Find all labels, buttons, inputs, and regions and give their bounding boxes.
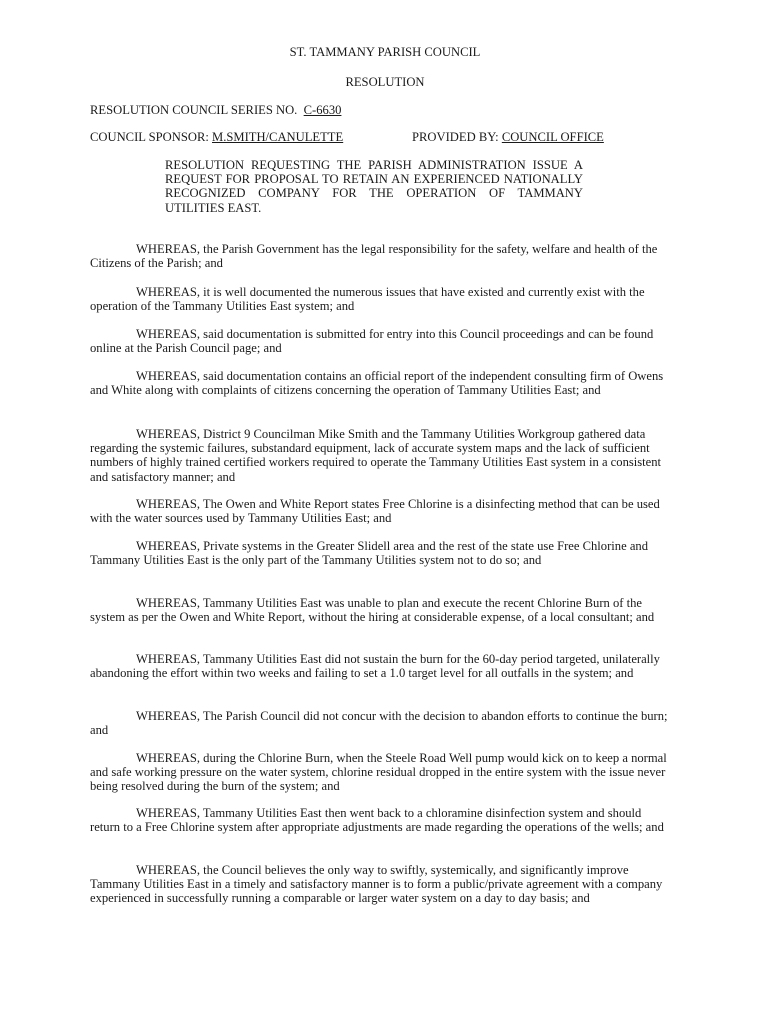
sponsor-line	[90, 130, 343, 144]
whereas-clause: WHEREAS, said documentation contains an official report of the independent consulting firm of Owens and White along with complaints of citizens concerning the operation of Tammany Utilities East; and	[90, 369, 664, 398]
provided-by-line	[412, 130, 604, 144]
whereas-clause: WHEREAS, Tammany Utilities East then went back to a chloramine disinfection system and should return to a Free Chlorine system after appropriate adjustments are made regarding the operations of the wells; and	[90, 806, 664, 835]
sponsor-label: COUNCIL SPONSOR:	[90, 130, 209, 144]
provided-by-name: COUNCIL OFFICE	[501, 130, 604, 144]
sponsor-name: M.SMITH/CANULETTE	[212, 130, 344, 144]
whereas-clause: WHEREAS, Private systems in the Greater Slidell area and the rest of the state use Free Chlorine and Tammany Utilities East is the only part of the Tammany Utilities system not to do so; and	[90, 539, 649, 568]
whereas-clause: WHEREAS, it is well documented the numerous issues that have existed and currently exist with the operation of the Tammany Utilities East system; and	[90, 285, 645, 314]
whereas-clause: WHEREAS, the Council believes the only way to swiftly, systemically, and significantly improve Tammany Utilities East in a timely and satisfactory manner is to form a public/private agreement with a company experienced in successfully running a comparable or larger water system on a day to day basis; and	[90, 863, 663, 906]
provided-label: PROVIDED BY:	[412, 130, 499, 144]
resolution-title: RESOLUTION REQUESTING THE PARISH ADMINISTRATION ISSUE A REQUEST FOR PROPOSAL TO RETAIN AN EXPERIENCED NATIONALLY RECOGNIZED COMPANY FOR THE OPERATION OF TAMMANY UTILITIES EAST.	[165, 158, 583, 215]
whereas-clause: WHEREAS, Tammany Utilities East was unable to plan and execute the recent Chlorine Burn of the system as per the Owen and White Report, without the hiring at considerable expense, of a local consultant; and	[90, 596, 655, 625]
whereas-clause: WHEREAS, The Owen and White Report states Free Chlorine is a disinfecting method that can be used with the water sources used by Tammany Utilities East; and	[90, 497, 660, 526]
whereas-clause: WHEREAS, the Parish Government has the legal responsibility for the safety, welfare and health of the Citizens of the Parish; and	[90, 242, 658, 271]
whereas-clause: WHEREAS, Tammany Utilities East did not sustain the burn for the 60-day period targeted, unilaterally abandoning the effort within two weeks and failing to set a 1.0 target level for all outfalls in the system; and	[90, 652, 660, 681]
doc-type-heading: RESOLUTION	[345, 75, 425, 89]
whereas-clause: WHEREAS, said documentation is submitted for entry into this Council proceedings and can be found online at the Parish Council page; and	[90, 327, 654, 356]
whereas-clause: WHEREAS, during the Chlorine Burn, when the Steele Road Well pump would kick on to keep a normal and safe working pressure on the water system, chlorine residual dropped in the entire system with the issue never being resolved during the burn of the system; and	[90, 751, 667, 794]
whereas-clause: WHEREAS, District 9 Councilman Mike Smith and the Tammany Utilities Workgroup gathered data regarding the systemic failures, substandard equipment, lack of accurate system maps and the lack of sufficient numbers of highly trained certified workers required to operate the Tammany Utilities East system in a consistent and satisfactory manner; and	[90, 427, 662, 484]
whereas-clause: WHEREAS, The Parish Council did not concur with the decision to abandon efforts to continue the burn; and	[90, 709, 668, 738]
council-heading: ST. TAMMANY PARISH COUNCIL	[289, 45, 481, 59]
series-label: RESOLUTION COUNCIL SERIES NO.	[90, 103, 298, 117]
series-line	[90, 103, 341, 117]
series-number: C-6630	[303, 103, 342, 117]
